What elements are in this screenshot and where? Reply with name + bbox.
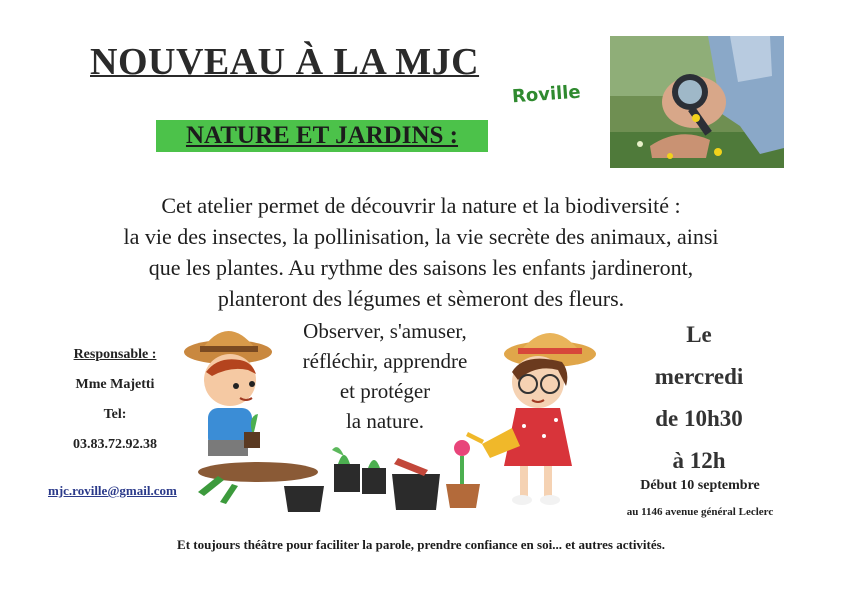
slogan-line: et protéger: [339, 379, 431, 403]
slogan-text: [270, 316, 500, 436]
intro-line: planteront des légumes et sèmeront des fleurs.: [217, 286, 625, 311]
slogan-line: réfléchir, apprendre: [302, 349, 468, 373]
footer-note: Et toujours théâtre pour faciliter la parole, prendre confiance en soi... et autres activités.: [177, 537, 665, 552]
intro-line: Cet atelier permet de découvrir la nature et la biodiversité :: [161, 193, 681, 218]
responsable-label: Responsable :: [73, 347, 157, 362]
schedule-line: mercredi: [654, 364, 744, 389]
start-date: Début 10 septembre: [640, 478, 760, 493]
slogan-line: la nature.: [345, 409, 425, 433]
email-link[interactable]: mjc.roville@gmail.com: [48, 483, 177, 498]
responsable-name: Mme Majetti: [75, 377, 155, 392]
tel-label: Tel:: [103, 407, 127, 422]
intro-line: que les plantes. Au rythme des saisons les enfants jardineront,: [148, 255, 694, 280]
schedule-line: de 10h30: [655, 406, 743, 431]
magnifier-photo: [610, 36, 784, 168]
schedule-line: à 12h: [672, 448, 726, 473]
schedule-line: Le: [686, 322, 712, 347]
intro-line: la vie des insectes, la pollinisation, la vie secrète des animaux, ainsi: [123, 224, 719, 249]
schedule-block: [620, 314, 778, 482]
address: au 1146 avenue général Leclerc: [626, 506, 774, 518]
page-title: NOUVEAU À LA MJC: [90, 41, 480, 83]
section-subtitle: NATURE ET JARDINS :: [156, 120, 488, 152]
roville-stamp: Roville: [511, 81, 582, 108]
slogan-line: Observer, s'amuser,: [303, 319, 467, 343]
contact-block: [40, 340, 190, 460]
intro-text: [30, 190, 812, 314]
phone-number: 03.83.72.92.38: [73, 437, 157, 452]
